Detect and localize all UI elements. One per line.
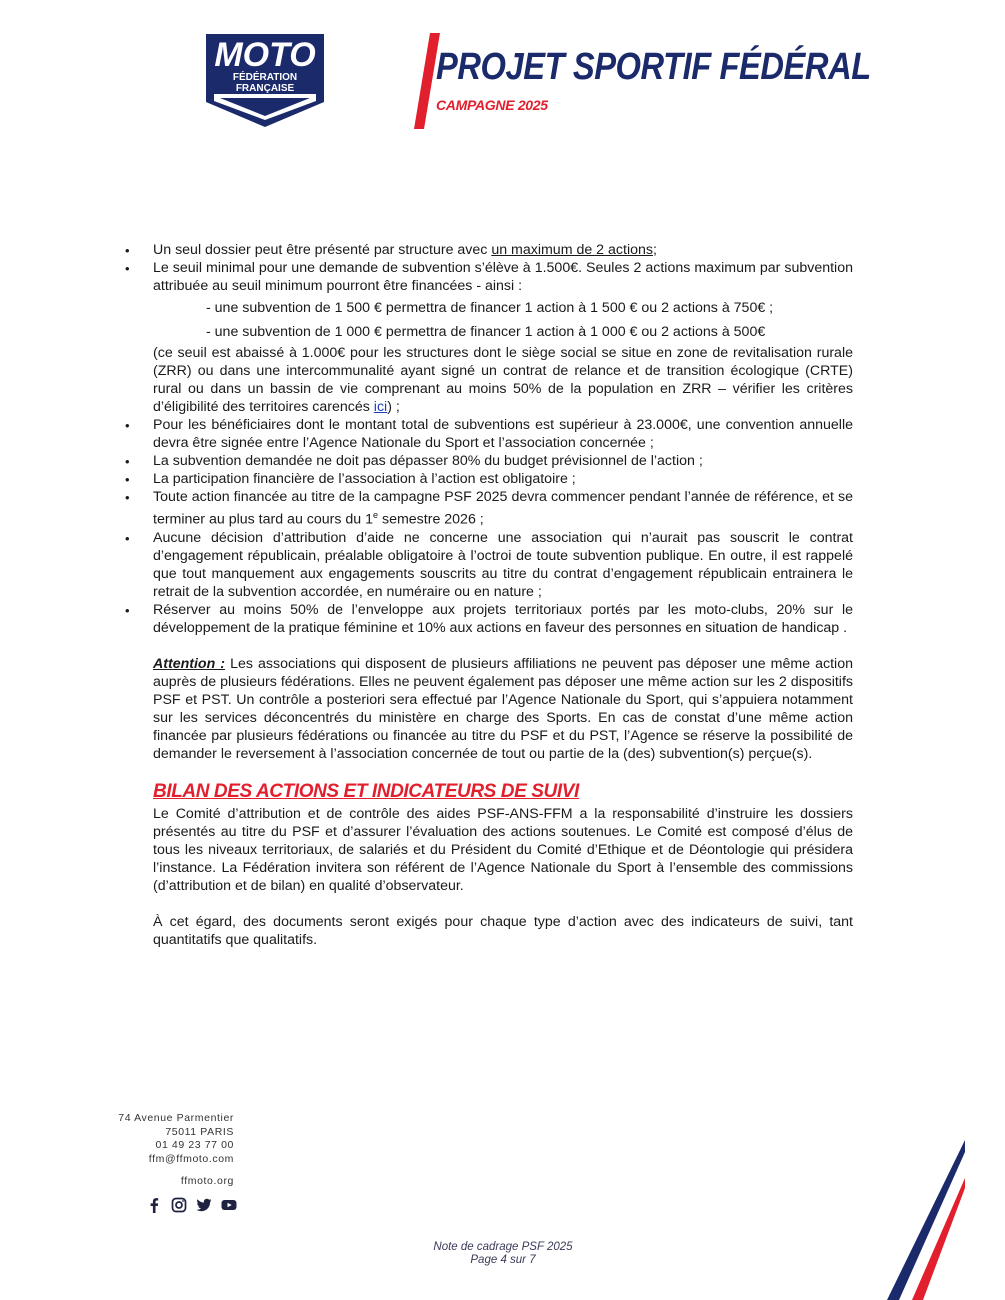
logo-line2-text: FÉDÉRATION (232, 72, 298, 83)
list-item: • Aucune décision d’attribution d’aide ne concerne une association qui n’aurait pas souscrit le contrat d’engagement républicain, préalable obligatoire à l’octroi de toute subvention publique. En outre, il est rappelé que tout manquement aux engagements souscrits au titre du contrat d’engagement républicain entrainera le retrait de la subvention accordée, en numéraire ou en nature ; (123, 529, 853, 601)
header-title: PROJET SPORTIF FÉDÉRAL (436, 46, 871, 88)
conditions-list-continued (123, 416, 853, 637)
page-footer (403, 1241, 603, 1267)
threshold-note: (ce seuil est abaissé à 1.000€ pour les structures dont le siège social se situe en zone de revitalisation rurale (ZRR) ou dans une intercommunalité ayant signé un contrat de relance et de transition écologique (CRTE) rural ou dans un bassin de vie comprenant au moins 50% de la population en ZRR – vérifier les critères d’éligibilité des territoires carencés ici) ; (153, 345, 853, 415)
header-subtitle: CAMPAGNE 2025 (436, 97, 548, 113)
footer-note: Note de cadrage PSF 2025 (433, 1241, 573, 1253)
footer-address: 74 Avenue Parmentier 75011 PARIS 01 49 23 77 00 ffm@ffmoto.com (118, 1112, 234, 1165)
list-item: • Pour les bénéficiaires dont le montant total de subventions est supérieur à 23.000€, une convention annuelle devra être signée entre l’Agence Nationale du Sport et l’association concernée ; (123, 416, 853, 452)
logo-moto-text: MOTO (214, 36, 316, 74)
tricolor-stripes (885, 1140, 965, 1300)
section-paragraph-1: Le Comité d’attribution et de contrôle des aides PSF-ANS-FFM a la responsabilité d’instruire les dossiers présentés au titre du PSF et d’assurer l’évaluation des actions soutenues. Le Comité est composé d’élus de tous les niveaux territoriaux, de salariés et du Président du Comité d’Ethique et de Déontologie qui présidera l’instance. La Fédération invitera son référent de l’Agence Nationale du Sport à l’ensemble des commissions (d’attribution et de bilan) en qualité d’observateur. (153, 805, 853, 894)
section-paragraph-2: À cet égard, des documents seront exigés pour chaque type d’action avec des indicateurs de suivi, tant quantitatifs que qualitatifs. (153, 913, 853, 948)
section-title: BILAN DES ACTIONS ET INDICATEURS DE SUIVI (153, 780, 579, 802)
list-item-text: Le seuil minimal pour une demande de subvention s’élève à 1.500€. Seules 2 actions maximum par subvention attribuée au seuil minimum pourront être financées - ainsi : (153, 260, 853, 294)
instagram-icon[interactable] (171, 1197, 187, 1213)
document-body (123, 241, 853, 949)
list-item: • La subvention demandée ne doit pas dépasser 80% du budget prévisionnel de l’action ; (123, 452, 853, 470)
list-item: • La participation financière de l’association à l’action est obligatoire ; (123, 470, 853, 488)
conditions-list (123, 241, 853, 343)
list-item: • Un seul dossier peut être présenté par structure avec un maximum de 2 actions; (123, 241, 853, 259)
list-item (123, 259, 853, 343)
footer-website: ffmoto.org (180, 1175, 234, 1187)
sub-line: - une subvention de 1 000 € permettra de financer 1 action à 1 000 € ou 2 actions à 500€ (206, 324, 766, 340)
twitter-icon[interactable] (196, 1197, 212, 1213)
ici-link[interactable]: ici (373, 399, 388, 415)
sub-line: - une subvention de 1 500 € permettra de financer 1 action à 1 500 € ou 2 actions à 750€ ; (206, 300, 774, 316)
youtube-icon[interactable] (221, 1197, 237, 1213)
underlined-text: un maximum de 2 actions (491, 242, 653, 258)
ffm-logo (200, 30, 330, 130)
footer-email: ffm@ffmoto.com (148, 1152, 234, 1165)
list-item: • Réserver au moins 50% de l’enveloppe aux projets territoriaux portés par les moto-clubs, 20% sur le développement de la pratique féminine et 10% aux actions en faveur des personnes en situation de handicap . (123, 601, 853, 637)
logo-line3-text: FRANÇAISE (235, 83, 295, 94)
attention-paragraph: Attention : Les associations qui disposent de plusieurs affiliations ne peuvent pas déposer une même action auprès de plusieurs fédérations. Elles ne peuvent également pas déposer une même action sur les 2 dispositifs PSF et PST. Un contrôle a posteriori sera effectué par l’Agence Nationale du Sport, qui s’appuiera notamment sur les services déconcentrés du ministère en charge des Sports. En cas de constat d’une même action financée par plusieurs fédérations ou financée au titre du PSF et du PST, l’Agence se réserve la possibilité de demander le reversement à l’association concernée de tout ou partie de la (des) subvention(s) perçue(s). (153, 655, 853, 762)
social-icons (146, 1197, 237, 1213)
list-item: • Toute action financée au titre de la campagne PSF 2025 devra commencer pendant l’année de référence, et se terminer au plus tard au cours du 1e semestre 2026 ; (123, 488, 853, 529)
attention-label: Attention : (153, 655, 226, 672)
facebook-icon[interactable] (146, 1197, 162, 1213)
page-number: Page 4 sur 7 (470, 1254, 536, 1266)
